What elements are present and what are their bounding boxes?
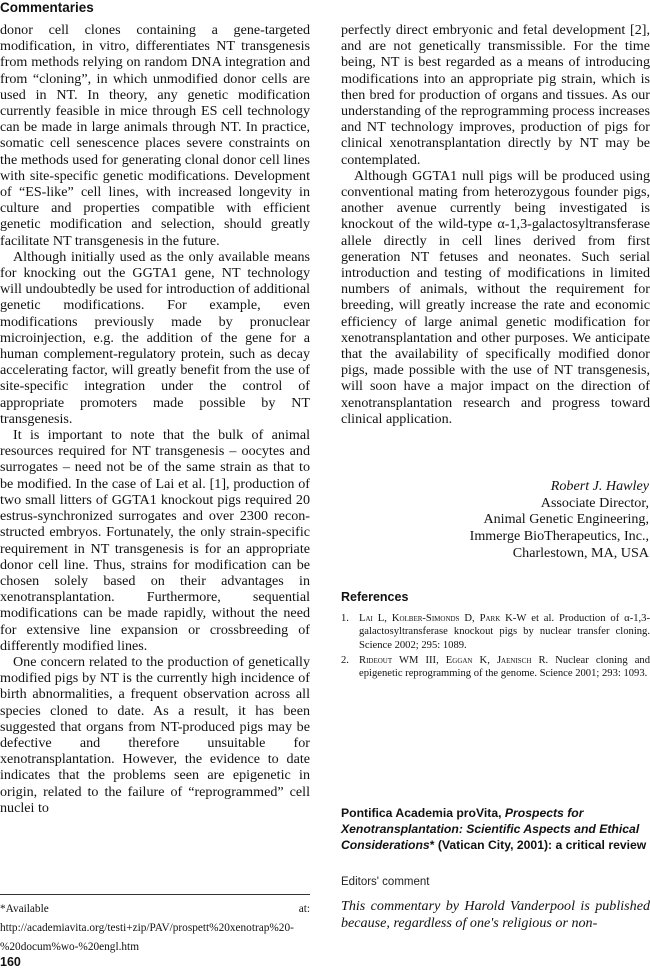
references-list xyxy=(341,612,650,682)
author-name: Robert J. Hawley xyxy=(550,478,649,494)
body-paragraph: Although initially used as the only available means for knocking out the GGTA1 gene, NT technology will undoubtedly be used for introduction of additional genetic modifications. For example, even modifications previously made by pronuclear microinjection, e.g. the addition of the gene for a human complement-regulatory protein, such as decay accelerating factor, will greatly benefit from the use of site-specific integration under the control of appropriate promoters made possible by NT transgenesis. xyxy=(0,248,310,427)
footnote-rule xyxy=(0,894,310,895)
reference-item: 1. Lai L, Kolber-Simonds D, Park K-W et al. Production of α-1,3-galactosyltransferase knockout pigs by nuclear transfer cloning. Science 2002; 295: 1089. xyxy=(341,613,650,651)
next-article-intro: This commentary by Harold Vanderpool is published because, regardless of one's religious or non- xyxy=(341,898,650,931)
title-prefix: Pontifica Academia proVita, xyxy=(341,806,505,820)
body-paragraph: It is important to note that the bulk of animal resources required for NT transgenesis – oocytes and surrogates – need not be of the same strain as that to be modified. In the case of Lai et al. [1], production of two small litters of GGTA1 knockout pigs required 20 estrus-synchronized surrogates and over 2300 reconstructed embryos. Fortunately, the only strain-specific requirement in NT transgenesis is for an appropriate donor cell line. Thus, strains for modification can be chosen solely based on their advantages in xenotransplantation. Furthermore, sequential modifications can be made rapidly, without the need for extensive line expansion or crossbreeding of differently modified lines. xyxy=(0,427,310,654)
author-signoff xyxy=(341,478,649,562)
affiliation-line: Associate Director, xyxy=(540,494,649,511)
references-heading: References xyxy=(341,590,409,604)
body-paragraph: perfectly direct embryonic and fetal development [2], and are not genetically transmissible. For the time being, NT is best regarded as a means of introducing modifications into an appropriate pig strain, which is then bred for production of organs and tissues. As our understanding of the reprogramming process increases and NT technology improves, production of pigs for clinical xenotransplantation directly by NT may be contemplated. xyxy=(341,22,650,168)
affiliation-line: Animal Genetic Engineering, xyxy=(483,511,649,528)
footnote: *Available at: http://academiavita.org/testi+zip/PAV/prospett%20xenotrap%20-%20docum%wo-%20engl.htm xyxy=(0,903,310,953)
next-article-title xyxy=(341,805,650,854)
body-paragraph: Although GGTA1 null pigs will be produced using conventional mating from heterozygous founder pigs, another avenue currently being investigated is knockout of the wild-type α-1,3-galactosyltransferase allele directly in cell lines derived from first generation NT fetuses and neonates. Such serial introduction and testing of modifications in limited numbers of animals, without the requirement for breeding, will greatly increase the rate and economic efficiency of large animal genetic modification for xenotransplantation and other purposes. We anticipate that the availability of specifically modified donor pigs, made possible with the use of NT transgenesis, will soon have a major impact on the direction of xenotransplantation research and progress toward clinical application. xyxy=(341,167,650,427)
reference-text: . Nuclear cloning and epigenetic reprogramming of the genome. Science 2001; 293: 1093. xyxy=(359,654,650,680)
right-column xyxy=(341,22,650,427)
editors-comment-label: Editors' comment xyxy=(341,876,430,888)
title-suffix: * (Vatican City, 2001): a critical review xyxy=(429,838,647,853)
reference-author: Rideout WM III xyxy=(359,654,437,666)
reference-author: Jaenisch R xyxy=(496,654,546,666)
reference-text: et al. Production of α-1,3-galactosyltransferase knockout pigs by nuclear transfer cloning. Science 2002; 295: 1089. xyxy=(359,613,650,651)
body-paragraph: One concern related to the production of genetically modified pigs by NT is the currently high incidence of birth abnormalities, a frequent observation across all species cloned to date. As a result, it has been suggested that organs from NT-produced pigs may be defective and therefore unsuitable for xenotransplantation. However, the evidence to date indicates that the problems seen are epigenetic in origin, related to the failure of “reprogrammed” cell nuclei to xyxy=(0,653,310,816)
reference-author: Park K-W xyxy=(479,613,527,624)
affiliation-line: Charlestown, MA, USA xyxy=(512,544,649,561)
reference-number: 2. xyxy=(341,654,349,666)
reference-number: 1. xyxy=(341,613,349,624)
affiliation-line: Immerge BioTherapeutics, Inc., xyxy=(469,528,649,545)
left-column xyxy=(0,22,310,816)
reference-item: 2. Rideout WM III, Eggan K, Jaenisch R. Nuclear cloning and epigenetic reprogramming of the genome. Science 2001; 293: 1093. xyxy=(341,654,650,680)
body-paragraph: donor cell clones containing a gene-targeted modification, in vitro, differentiates NT transgenesis from methods relying on random DNA integration and from “cloning”, in which unmodified donor cells are used in NT. In theory, any genetic modification currently feasible in mice through ES cell technology can be made in large animals through NT. In practice, somatic cell senescence places severe constraints on the methods used for generating clonal donor cell lines with site-specific genetic modifications. Development of “ES-like” cell lines, with increased longevity in culture and properties compatible with efficient genetic modification and selection, should greatly facilitate NT transgenesis in the future. xyxy=(0,22,310,249)
reference-author: Lai L xyxy=(359,613,385,624)
title-italic: Prospects for Xenotransplantation: Scientific Aspects and Ethical Considerations xyxy=(341,806,640,853)
page-number: 160 xyxy=(0,955,21,969)
reference-author: Eggan K xyxy=(445,654,488,666)
reference-author: Kolber-Simonds D xyxy=(391,613,473,624)
section-header: Commentaries xyxy=(0,0,94,15)
